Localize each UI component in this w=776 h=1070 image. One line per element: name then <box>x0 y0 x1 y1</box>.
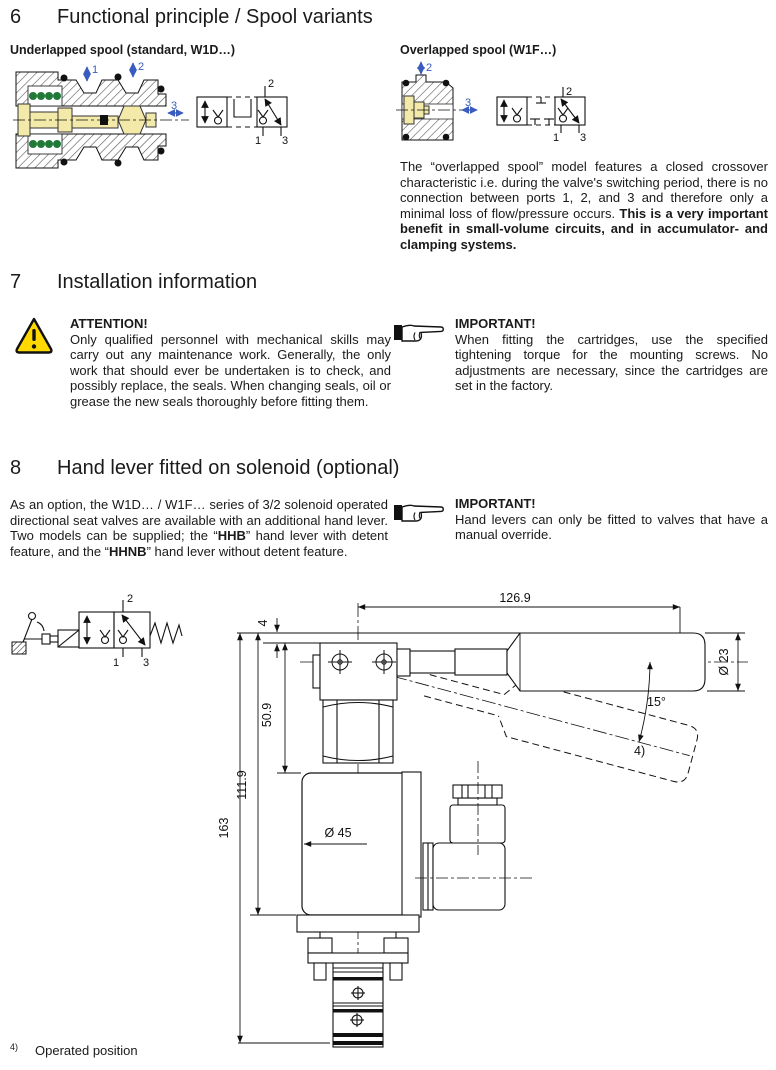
section8-title: Hand lever fitted on solenoid <box>57 457 311 479</box>
overlapped-paragraph <box>400 159 768 253</box>
operated-position-refmark: 4) <box>634 744 646 758</box>
dim-h1-label: 50.9 <box>260 702 274 728</box>
s8-p2: ” hand lever with detent feature, and the “ <box>10 528 389 559</box>
dim-length-label: 126.9 <box>499 591 531 605</box>
symbol-port1-label: 1 <box>553 132 560 143</box>
port2-label: 2 <box>138 62 145 73</box>
section7-heading <box>10 271 257 294</box>
dim-lever-diameter-label: Ø 23 <box>717 648 731 676</box>
lever-shaft <box>397 649 507 676</box>
dim-h2-label: 111.9 <box>235 770 249 800</box>
dim-h3-label: 163 <box>217 817 231 839</box>
overlapped-paragraph-normal: The “overlapped spool” model features a closed crossover characteristic i.e. during the valve's switching period, there is no connection between ports 1, 2, and 3 and therefore only a minimal loss of flow/pressure occurs. <box>400 159 768 221</box>
s8-p3: ” hand lever without detent feature. <box>146 543 348 559</box>
connector <box>423 785 505 910</box>
underlapped-label: Underlapped spool (standard, W1D…) <box>10 43 236 57</box>
section8-number: 8 <box>10 457 22 479</box>
lever-bracket <box>12 642 26 654</box>
overlapped-label: Overlapped spool (W1F…) <box>400 43 557 57</box>
footnote <box>10 1042 138 1058</box>
footnote-text: Operated position <box>35 1043 138 1059</box>
symbol-port2-label: 2 <box>268 78 275 90</box>
section8-heading <box>10 457 399 480</box>
section6-heading <box>10 6 373 29</box>
symbol-port3-label: 3 <box>282 135 289 147</box>
attention-block <box>70 316 391 410</box>
symbol-port2-label: 2 <box>566 86 573 98</box>
dimension-drawing-figure <box>215 585 775 1050</box>
symbol-port1-label: 1 <box>255 135 262 147</box>
important-block-2 <box>455 496 768 543</box>
section8-paragraph <box>10 497 388 559</box>
attention-heading: ATTENTION! <box>70 316 148 331</box>
dim-offset-label: 4 <box>256 619 270 627</box>
port1-label: 1 <box>92 64 99 76</box>
warning-triangle-icon <box>13 316 55 358</box>
s8-b2: HHNB <box>109 543 147 559</box>
port2-label: 2 <box>426 62 433 74</box>
important1-body: When fitting the cartridges, use the specified tightening torque for the mounting screws. No adjustments are necessary, since the cartridges are set in the factory. <box>455 331 768 394</box>
hand-lever-symbol-figure <box>10 592 185 670</box>
underlapped-cross-section-figure <box>13 62 193 178</box>
dim-body-diameter-label: Ø 45 <box>324 826 352 840</box>
hex-nut <box>323 700 393 763</box>
footnote-ref: 4) <box>10 1042 19 1052</box>
section6-title: Functional principle / Spool variants <box>57 6 373 28</box>
underlapped-symbol-figure <box>195 78 295 148</box>
important2-heading: IMPORTANT! <box>455 496 536 511</box>
attention-body: Only qualified personnel with mechanical skills may carry out any maintenance work. Generally, the only work that should ever be undertaken is to check, and possibly replace, the seals. When changing seals, oil or grease the new seals thoroughly before fitting them. <box>70 331 391 409</box>
symbol-port2-label: 2 <box>127 593 134 605</box>
section7-title: Installation information <box>57 271 258 293</box>
s8-b1: HHB <box>217 528 246 544</box>
s8-p1: As an option, the W1D… / W1F… series of 3/2 solenoid operated directional seat valves are available with an additional hand lever. Two models can be supplied; the “ <box>10 497 388 544</box>
pointing-hand-icon <box>393 497 445 527</box>
important-block-1 <box>455 316 768 394</box>
important2-body: Hand levers can only be fitted to valves that have a manual override. <box>455 511 768 543</box>
important1-heading: IMPORTANT! <box>455 316 536 331</box>
port3-label: 3 <box>171 100 178 112</box>
port3-label: 3 <box>465 97 472 109</box>
solenoid-side-plate <box>402 772 421 917</box>
symbol-port3-label: 3 <box>143 657 150 669</box>
overlapped-symbol-figure <box>492 85 602 143</box>
dim-angle-label: 15° <box>647 695 666 709</box>
lever-grip <box>507 633 705 691</box>
section8-title-suffix: (optional) <box>310 457 400 479</box>
section7-number: 7 <box>10 271 22 293</box>
pointing-hand-icon <box>393 317 445 347</box>
symbol-port1-label: 1 <box>113 657 120 669</box>
overlapped-paragraph-bold: This is a very important benefit in small-volume circuits, and in accumulator- and clamping systems. <box>400 205 768 252</box>
overlapped-cross-section-figure <box>396 60 480 150</box>
section6-number: 6 <box>10 6 22 28</box>
symbol-port3-label: 3 <box>580 132 587 143</box>
